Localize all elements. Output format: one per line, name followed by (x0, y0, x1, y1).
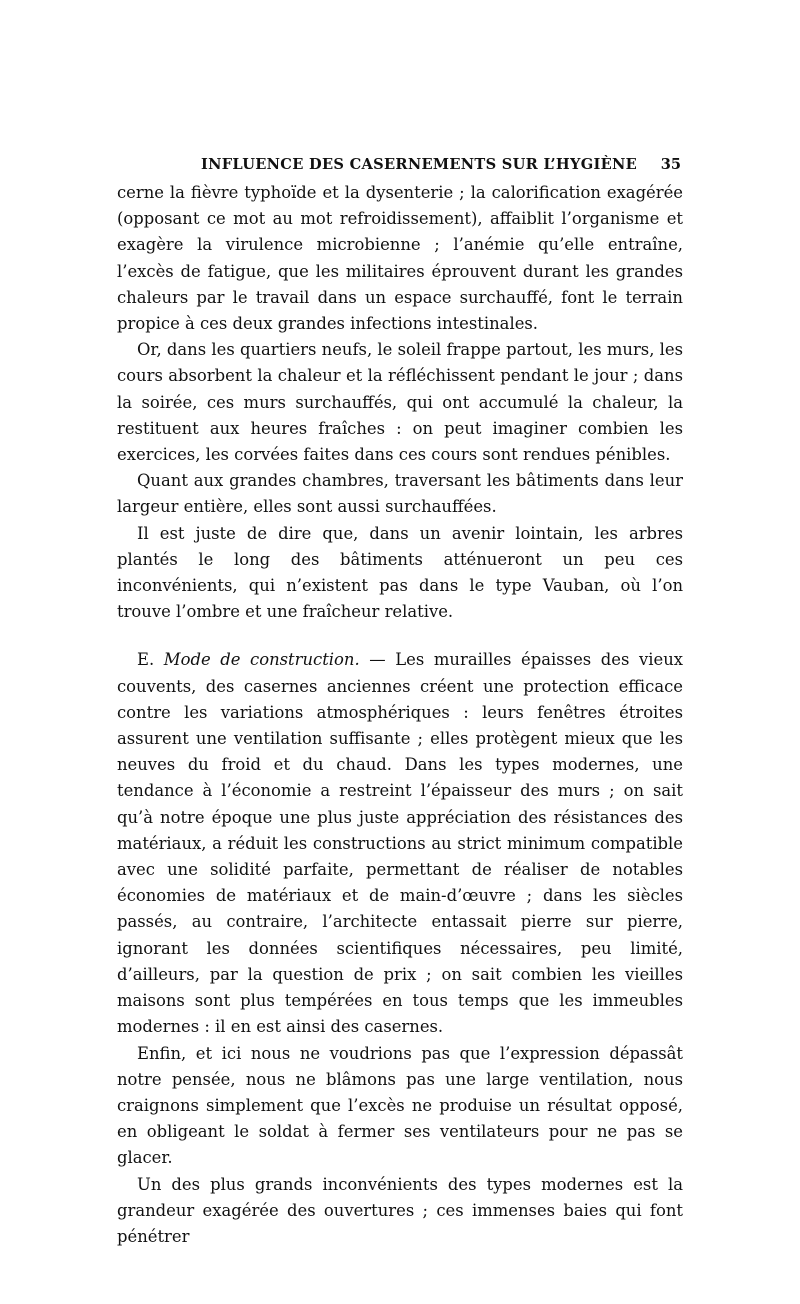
running-title: INFLUENCE DES CASERNEMENTS SUR L’HYGIÈNE (201, 156, 638, 173)
body-paragraph: Quant aux grandes chambres, traversant les bâtiments dans leur largeur entière, elles sont aussi surchauffées. (117, 471, 683, 517)
body-paragraph: Or, dans les quartiers neufs, le soleil frappe partout, les murs, les cours absorbent la chaleur et la réfléchissent pendant le jour ; dans la soirée, ces murs surchauffés, qui ont accumulé la chaleur, la restituent aux heures fraîches : on peut imaginer combien les exercices, les corvées faites dans ces cours sont rendues pénibles. (117, 340, 683, 465)
section-title: Mode de construction. (163, 650, 360, 670)
section-dash: — (369, 650, 386, 670)
section-lead-text: Les murailles épaisses des vieux couvents, des casernes anciennes créent une protection efficace contre les variations atmosphériques : leurs fenêtres étroites assurent une ventilation suffisante ; elles protègent mieux que les neuves du froid et du chaud. Dans les types modernes, une tendance à l’économie a restreint l’épaisseur des murs ; on sait qu’à notre époque une plus juste appréciation des résistances des matériaux, a réduit les constructions au strict minimum compatible avec une solidité parfaite, permettant de réaliser de notables économies de matériaux et de main-d’œuvre ; dans les siècles passés, au contraire, l’architecte entassait pierre sur pierre, ignorant les données scientifiques nécessaires, peu limité, d’ailleurs, par la question de prix ; on sait combien les vieilles maisons sont plus tempérées en tous temps que les immeubles modernes : il en est ainsi des casernes. (117, 650, 683, 1037)
page-header (117, 152, 683, 178)
section-letter: E. (137, 650, 155, 670)
body-paragraph: Un des plus grands inconvénients des types modernes est la grandeur exagérée des ouvertures ; ces immenses baies qui font pénétrer (117, 1174, 683, 1246)
page-number: 35 (660, 156, 681, 173)
section-paragraph (117, 647, 683, 1040)
book-page (117, 152, 683, 1250)
body-paragraph: Enfin, et ici nous ne voudrions pas que l’expression dépassât notre pensée, nous ne blâmons pas une large ventilation, nous craignons simplement que l’excès ne produise un résultat opposé, en obligeant le soldat à fermer ses ventilateurs pour ne pas se glacer. (117, 1043, 683, 1168)
body-paragraph: Il est juste de dire que, dans un avenir lointain, les arbres plantés le long des bâtiments atténueront un peu ces inconvénients, qui n’existent pas dans le type Vauban, où l’on trouve l’ombre et une fraîcheur relative. (117, 523, 683, 622)
body-paragraph: cerne la fièvre typhoïde et la dysenterie ; la calorification exagérée (opposant ce mot au mot refroidissement), affaiblit l’organisme et exagère la virulence microbienne ; l’anémie qu’elle entraîne, l’excès de fatigue, que les militaires éprouvent durant les grandes chaleurs par le travail dans un espace surchauffé, font le terrain propice à ces deux grandes infections intestinales. (117, 183, 683, 334)
